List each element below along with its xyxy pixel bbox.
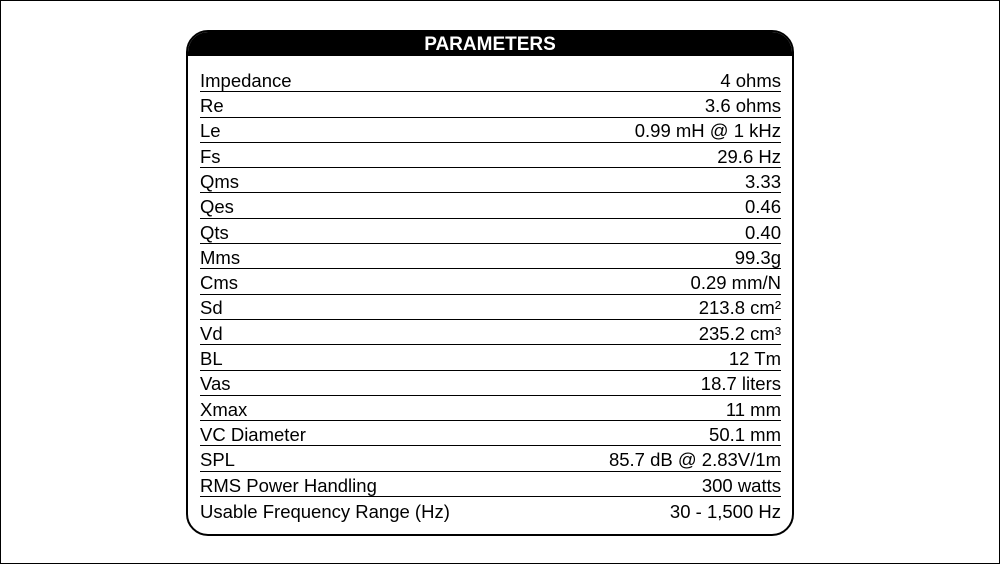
row-label: Mms bbox=[200, 246, 241, 268]
row-value: 4 ohms bbox=[720, 69, 781, 91]
row-value: 0.46 bbox=[744, 196, 781, 218]
parameters-table bbox=[186, 30, 794, 536]
table-row-xmax bbox=[200, 396, 781, 421]
row-label: Usable Frequency Range (Hz) bbox=[200, 500, 450, 522]
table-row-qms bbox=[200, 168, 781, 193]
table-row-impedance bbox=[200, 67, 781, 92]
table-row-spl bbox=[200, 446, 781, 471]
row-value: 12 Tm bbox=[728, 348, 781, 370]
table-row-cms bbox=[200, 269, 781, 294]
row-label: Xmax bbox=[200, 398, 248, 420]
row-value: 30 - 1,500 Hz bbox=[669, 500, 781, 522]
row-value: 29.6 Hz bbox=[717, 145, 781, 167]
table-row-bl bbox=[200, 345, 781, 370]
row-label: BL bbox=[200, 348, 223, 370]
table-row-le bbox=[200, 118, 781, 143]
row-value: 300 watts bbox=[701, 474, 781, 496]
table-row-vd bbox=[200, 320, 781, 345]
row-label: Sd bbox=[200, 297, 223, 319]
row-label: Fs bbox=[200, 145, 221, 167]
table-row-mms bbox=[200, 244, 781, 269]
row-value: 213.8 cm² bbox=[698, 297, 781, 319]
row-value: 50.1 mm bbox=[709, 423, 781, 445]
table-title: PARAMETERS bbox=[188, 32, 792, 56]
table-row-frequency-range bbox=[200, 497, 781, 522]
row-label: Vas bbox=[200, 373, 231, 395]
row-label: VC Diameter bbox=[200, 423, 306, 445]
table-row-qts bbox=[200, 219, 781, 244]
table-row-vas bbox=[200, 371, 781, 396]
row-value: 3.33 bbox=[744, 170, 781, 192]
row-label: Qms bbox=[200, 170, 240, 192]
row-label: SPL bbox=[200, 449, 235, 471]
row-value: 0.99 mH @ 1 kHz bbox=[634, 120, 781, 142]
table-row-re bbox=[200, 92, 781, 117]
row-label: Le bbox=[200, 120, 221, 142]
row-value: 0.29 mm/N bbox=[690, 272, 781, 294]
table-row-qes bbox=[200, 193, 781, 218]
row-label: Cms bbox=[200, 272, 239, 294]
table-row-sd bbox=[200, 295, 781, 320]
row-label: Vd bbox=[200, 322, 223, 344]
table-row-vc-diameter bbox=[200, 421, 781, 446]
row-label: Qes bbox=[200, 196, 234, 218]
row-value: 0.40 bbox=[744, 221, 781, 243]
row-value: 99.3g bbox=[734, 246, 781, 268]
table-row-fs bbox=[200, 143, 781, 168]
table-row-rms-power bbox=[200, 472, 781, 497]
row-label: Qts bbox=[200, 221, 229, 243]
row-value: 18.7 liters bbox=[700, 373, 781, 395]
parameter-rows bbox=[200, 67, 781, 522]
row-value: 3.6 ohms bbox=[704, 95, 781, 117]
row-value: 85.7 dB @ 2.83V/1m bbox=[608, 449, 781, 471]
row-label: Impedance bbox=[200, 69, 292, 91]
row-value: 11 mm bbox=[725, 398, 781, 420]
row-value: 235.2 cm³ bbox=[698, 322, 781, 344]
row-label: RMS Power Handling bbox=[200, 474, 377, 496]
row-label: Re bbox=[200, 95, 224, 117]
